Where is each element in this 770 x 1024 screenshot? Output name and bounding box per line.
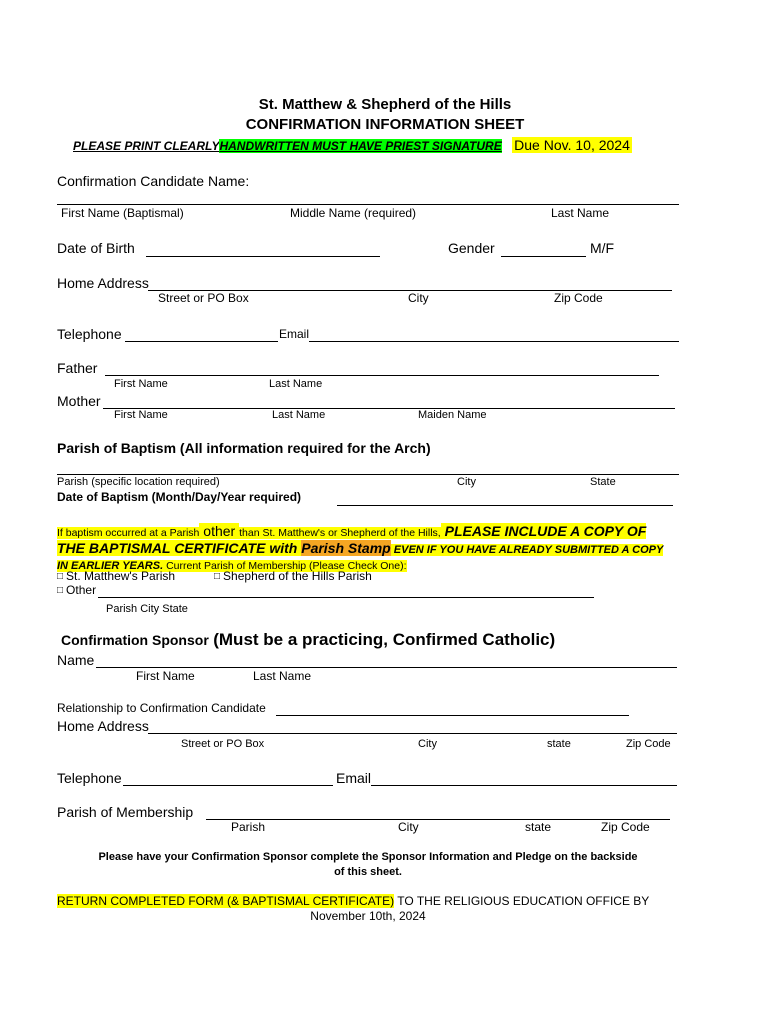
checkbox-icon[interactable]: □ [57, 585, 64, 596]
priest-signature-note: HANDWRITTEN MUST HAVE PRIEST SIGNATURE [219, 139, 502, 153]
option-shepherd-hills-label: Shepherd of the Hills Parish [223, 569, 372, 583]
sponsor-note-line-1: Please have your Confirmation Sponsor complete the Sponsor Information and Pledge on the backside [98, 851, 638, 863]
gender-line[interactable] [501, 256, 586, 257]
relationship-line[interactable] [276, 715, 629, 716]
sponsor-state-caption: state [547, 738, 571, 750]
option-st-matthew[interactable] [57, 570, 175, 584]
candidate-name-line[interactable] [57, 204, 679, 205]
baptism-parish-caption: Parish (specific location required) [57, 476, 220, 488]
mother-label: Mother [57, 393, 101, 409]
relationship-label: Relationship to Confirmation Candidate [57, 701, 266, 715]
gender-label: Gender [448, 240, 495, 256]
street-caption: Street or PO Box [158, 291, 249, 305]
last-name-caption: Last Name [551, 206, 610, 220]
baptism-city-caption: City [457, 476, 476, 488]
mother-maiden-caption: Maiden Name [418, 409, 487, 421]
telephone-label: Telephone [57, 326, 122, 342]
sponsor-name-line[interactable] [96, 667, 677, 668]
option-shepherd-hills[interactable] [214, 570, 372, 584]
baptism-parish-line[interactable] [57, 474, 679, 475]
candidate-name-label: Confirmation Candidate Name: [57, 173, 250, 189]
father-last-caption: Last Name [269, 378, 323, 390]
form-subtitle: CONFIRMATION INFORMATION SHEET [245, 116, 525, 133]
father-line[interactable] [105, 375, 659, 376]
sponsor-parish-state-caption: state [525, 820, 552, 834]
mother-last-caption: Last Name [272, 409, 326, 421]
sponsor-address-label: Home Address [57, 718, 149, 734]
sponsor-name-label: Name [57, 652, 95, 668]
notice-text-a: If baptism occurred at a Parish [57, 527, 200, 539]
email-line[interactable] [309, 341, 679, 342]
sponsor-parish-label: Parish of Membership [57, 804, 194, 820]
sponsor-zip-caption: Zip Code [626, 738, 671, 750]
sponsor-email-label: Email [336, 770, 372, 786]
return-rest: TO THE RELIGIOUS EDUCATION OFFICE BY [397, 894, 650, 908]
notice-text-d: THE BAPTISMAL CERTIFICATE with [57, 540, 298, 556]
baptism-date-label: Date of Baptism (Month/Day/Year required) [57, 490, 302, 504]
print-clearly-note: PLEASE PRINT CLEARLY [73, 139, 220, 153]
father-label: Father [57, 360, 98, 376]
sponsor-telephone-label: Telephone [57, 770, 122, 786]
return-instructions [57, 895, 649, 909]
option-other-label: Other [66, 583, 97, 597]
checkbox-icon[interactable]: □ [214, 571, 221, 582]
telephone-line[interactable] [125, 341, 278, 342]
sponsor-heading-b: (Must be a practicing, Confirmed Catholic) [213, 630, 556, 649]
option-other[interactable] [57, 584, 96, 598]
baptism-heading: Parish of Baptism (All information required for the Arch) [57, 440, 431, 456]
sponsor-email-line[interactable] [371, 785, 677, 786]
return-date: November 10th, 2024 [310, 909, 426, 923]
home-address-label: Home Address [57, 275, 149, 291]
first-name-caption: First Name (Baptismal) [61, 206, 184, 220]
form-title: St. Matthew & Shepherd of the Hills [258, 96, 512, 113]
sponsor-note-line-2: of this sheet. [334, 866, 402, 878]
parish-city-state-caption: Parish City State [106, 603, 188, 615]
sponsor-parish-city-caption: City [398, 820, 419, 834]
baptism-date-line[interactable] [337, 505, 673, 506]
sponsor-street-caption: Street or PO Box [181, 738, 265, 750]
father-first-caption: First Name [114, 378, 168, 390]
city-caption: City [408, 291, 429, 305]
sponsor-parish-zip-caption: Zip Code [601, 820, 650, 834]
notice-line-1 [57, 523, 646, 541]
baptism-state-caption: State [590, 476, 616, 488]
sponsor-last-caption: Last Name [253, 669, 312, 683]
sponsor-city-caption: City [418, 738, 437, 750]
zip-caption: Zip Code [554, 291, 603, 305]
sponsor-heading [61, 630, 555, 650]
option-st-matthew-label: St. Matthew's Parish [66, 569, 176, 583]
notice-other: other [203, 523, 236, 539]
due-date: Due Nov. 10, 2024 [514, 137, 630, 153]
sponsor-heading-a: Confirmation Sponsor [61, 632, 209, 648]
notice-text-e: EVEN IF YOU HAVE ALREADY SUBMITTED A COPY [393, 544, 664, 556]
sponsor-address-line[interactable] [148, 733, 677, 734]
sponsor-parish-caption: Parish [231, 820, 266, 834]
mother-line[interactable] [103, 408, 675, 409]
email-label: Email [279, 327, 310, 341]
notice-parish-stamp: Parish Stamp [301, 540, 391, 556]
other-parish-line[interactable] [98, 597, 594, 598]
notice-text-f: IN EARLIER YEARS. [57, 560, 164, 572]
gender-options: M/F [590, 240, 615, 256]
notice-text-b: than St. Matthew's or Shepherd of the Hills, [239, 527, 441, 539]
sponsor-telephone-line[interactable] [123, 785, 333, 786]
notice-text-g: Current Parish of Membership (Please Check One): [166, 560, 407, 572]
dob-label: Date of Birth [57, 240, 135, 256]
header-instructions [73, 137, 632, 155]
return-highlight: RETURN COMPLETED FORM (& BAPTISMAL CERTIFICATE) [57, 894, 395, 908]
middle-name-caption: Middle Name (required) [290, 206, 417, 220]
checkbox-icon[interactable]: □ [57, 571, 64, 582]
mother-first-caption: First Name [114, 409, 168, 421]
sponsor-first-caption: First Name [136, 669, 195, 683]
dob-line[interactable] [146, 256, 380, 257]
notice-text-c: PLEASE INCLUDE A COPY OF [444, 523, 647, 539]
